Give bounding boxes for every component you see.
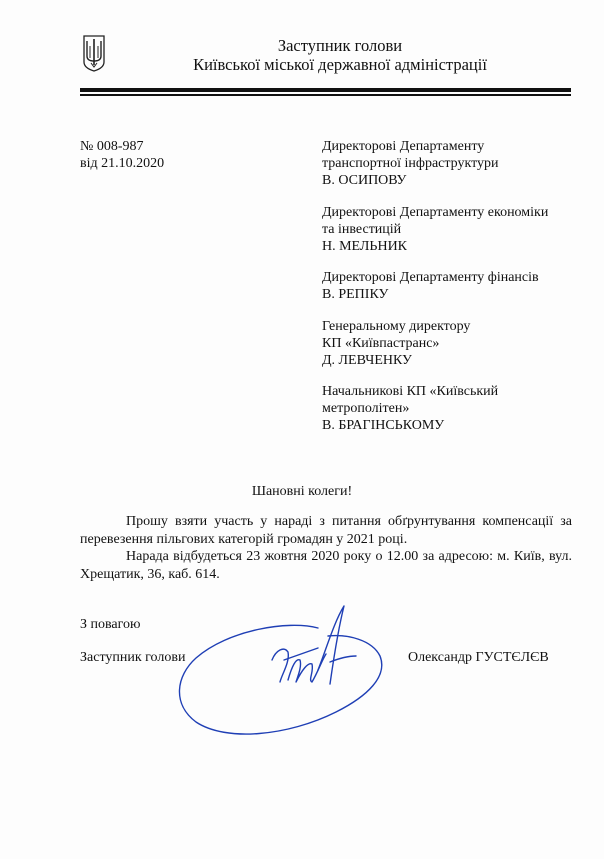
recipient-line: Директорові Департаменту економіки (322, 204, 549, 220)
recipient-1 (322, 138, 572, 189)
trident-icon (82, 34, 106, 72)
body-paragraph-1: Прошу взяти участь у нараді з питання обґрунтування компенсації за перевезення пільгових категорій громадян у 2021 році. (80, 514, 572, 547)
recipient-name: В. БРАГІНСЬКОМУ (322, 418, 445, 433)
recipient-line: Директорові Департаменту (322, 139, 485, 154)
handwritten-signature (168, 600, 398, 750)
recipient-line: КП «Київпастранс» (322, 335, 440, 351)
recipient-name: В. ОСИПОВУ (322, 173, 407, 188)
letterhead-line-2: Київської міської державної адміністрації (193, 55, 487, 74)
document-number: № 008-987 (80, 139, 144, 154)
recipient-line: Начальникові КП «Київський (322, 384, 499, 399)
recipient-5 (322, 383, 572, 434)
header-rule-thick (80, 88, 571, 92)
recipient-line: та інвестицій (322, 221, 402, 237)
recipient-2 (322, 204, 572, 255)
recipient-line: Генеральному директору (322, 318, 471, 334)
recipient-line: транспортної інфраструктури (322, 156, 499, 171)
signer-name: Олександр ГУСТЄЛЄВ (408, 650, 549, 665)
body-paragraph-2: Нарада відбудеться 23 жовтня 2020 року о 12.00 за адресою: м. Київ, вул. Хрещатик, 36, каб. 614. (80, 549, 572, 582)
recipient-name: Н. МЕЛЬНИК (322, 238, 408, 254)
recipient-line: Директорові Департаменту фінансів (322, 270, 539, 285)
recipient-line: метрополітен» (322, 401, 410, 416)
header-rule-thin (80, 94, 571, 96)
document-reference (80, 138, 164, 172)
recipient-name: Д. ЛЕВЧЕНКУ (322, 352, 412, 368)
salutation: Шановні колеги! (251, 484, 353, 499)
recipients-block (322, 138, 572, 449)
recipient-name: В. РЕПІКУ (322, 287, 389, 302)
signer-position: Заступник голови (80, 650, 186, 665)
recipient-3 (322, 269, 572, 303)
document-date: від 21.10.2020 (80, 156, 165, 171)
recipient-4 (322, 318, 572, 369)
letterhead-line-1: Заступник голови (277, 36, 403, 55)
letterhead-title (120, 36, 560, 74)
closing-regards: З повагою (80, 617, 141, 632)
